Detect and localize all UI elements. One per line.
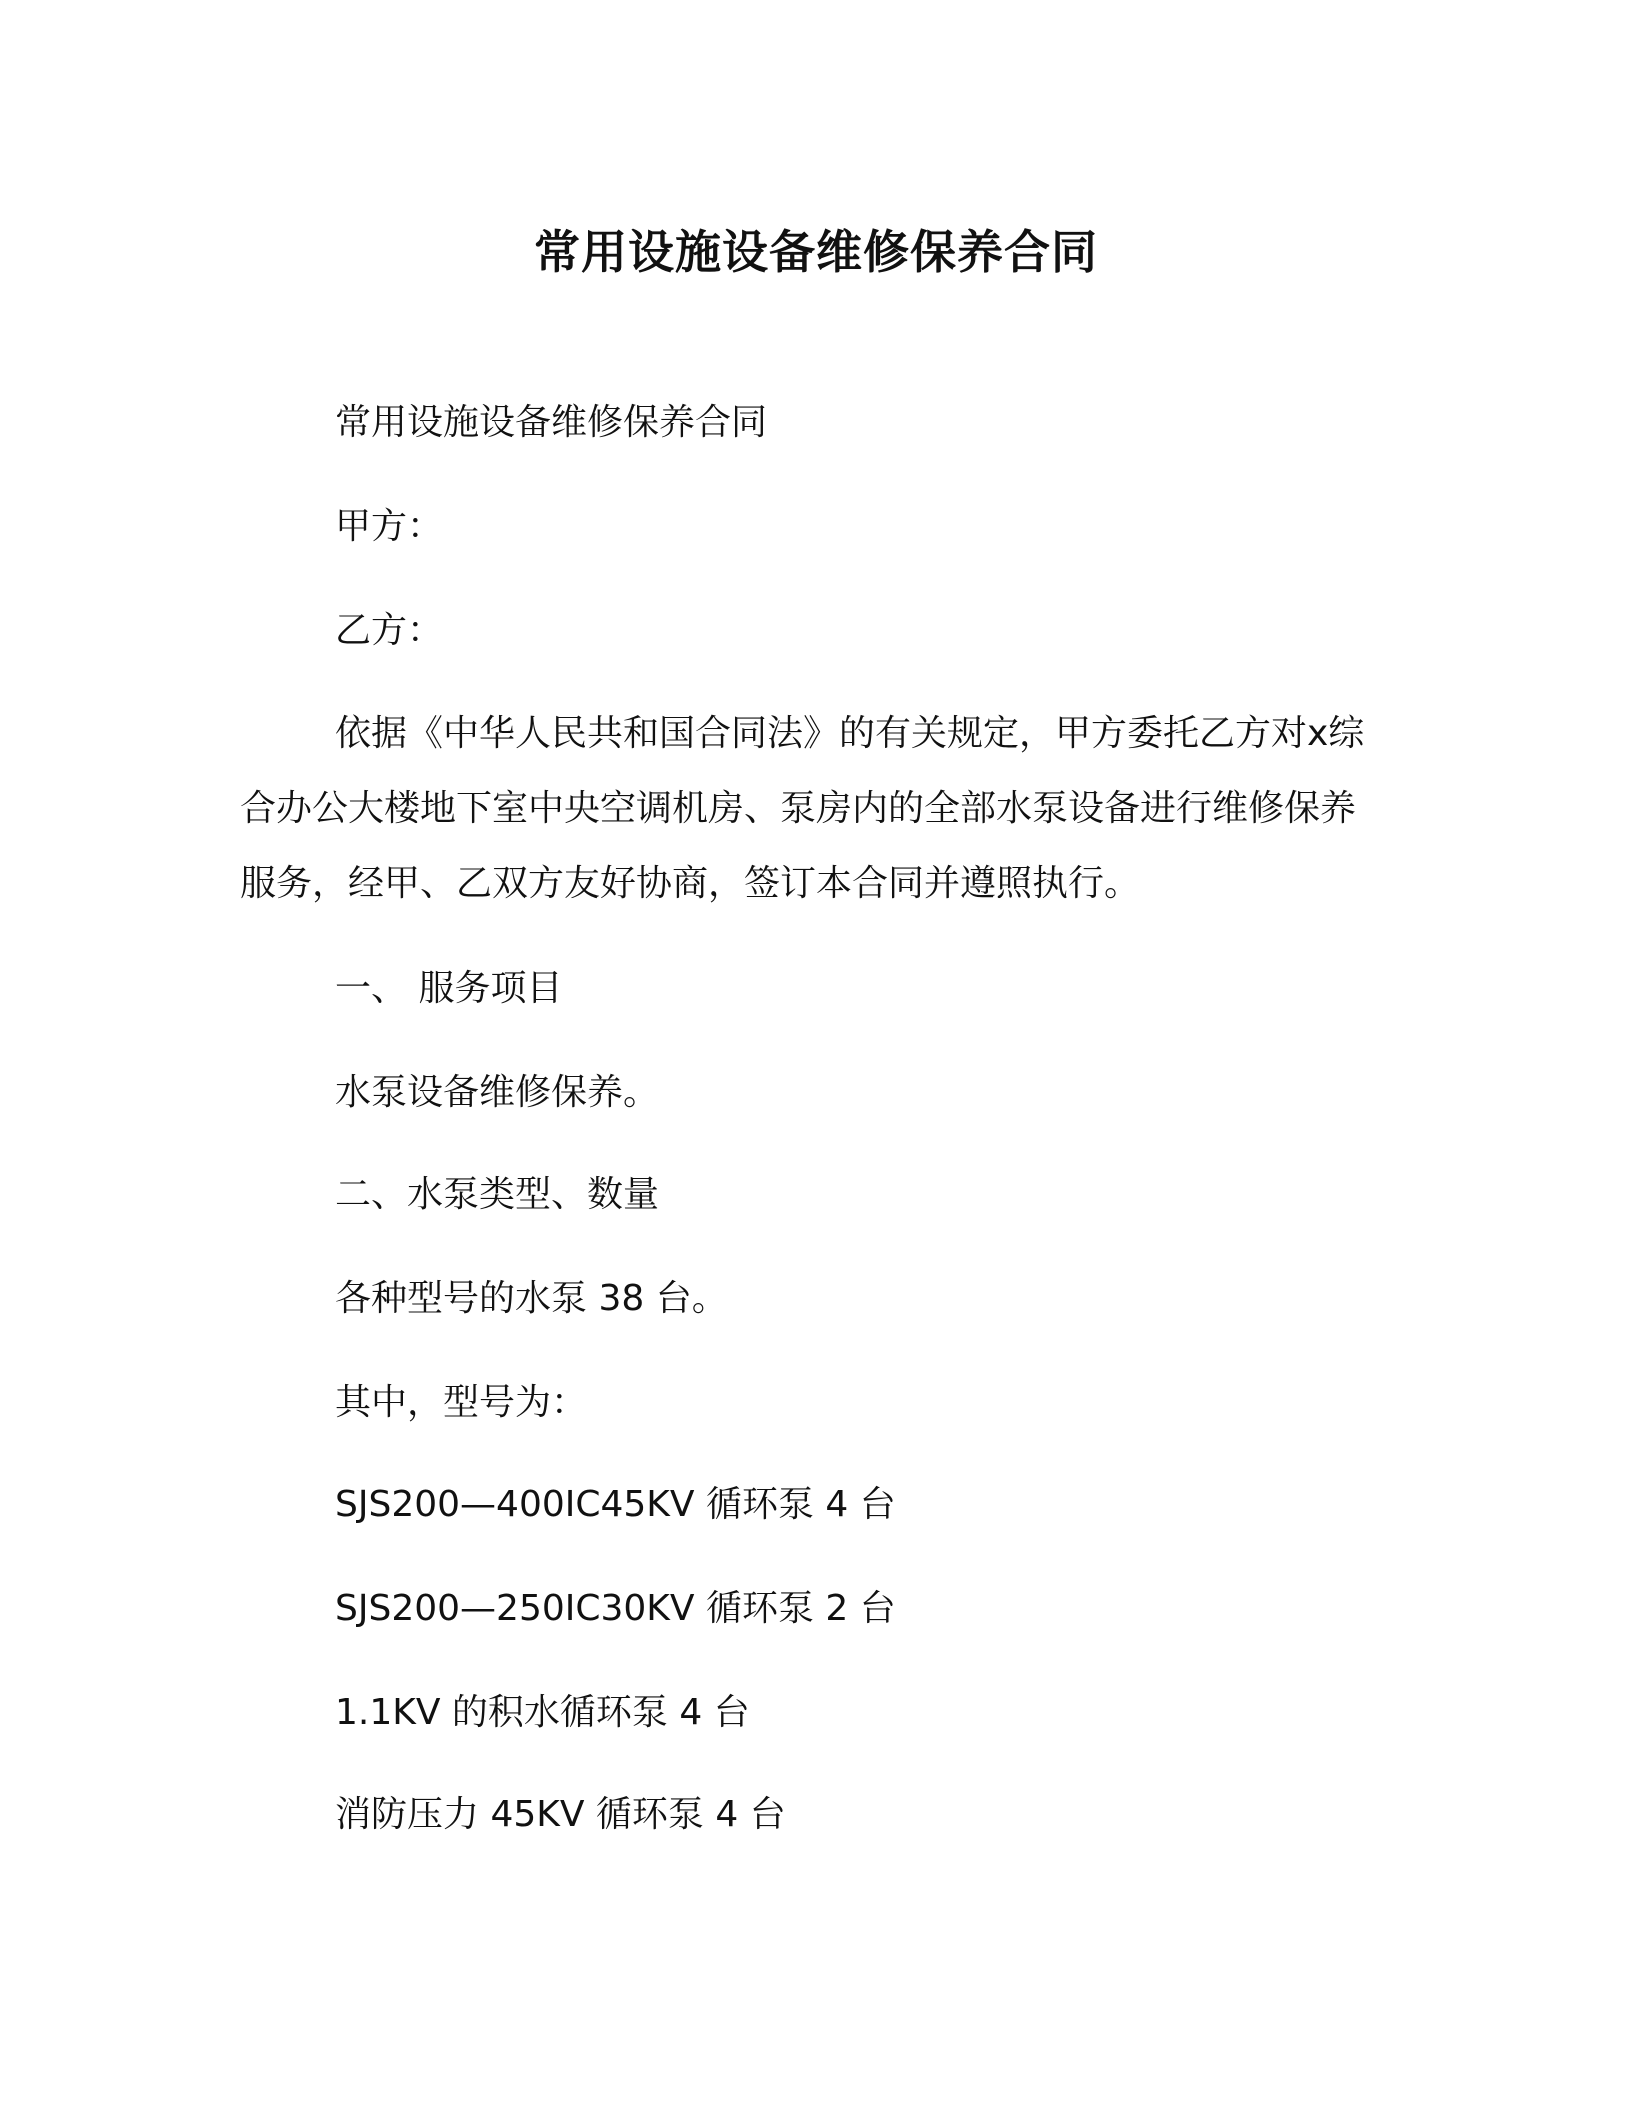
section2-body: 各种型号的水泵 38 台。 xyxy=(335,1278,728,1319)
model-item: 1.1KV 的积水循环泵 4 台 xyxy=(335,1692,750,1733)
section1-body: 水泵设备维修保养。 xyxy=(335,1072,660,1113)
model-item: SJS200—400IC45KV 循环泵 4 台 xyxy=(335,1484,896,1525)
section1-heading: 一、 服务项目 xyxy=(335,968,563,1009)
intro-paragraph: 依据《中华人民共和国合同法》的有关规定，甲方委托乙方对x综合办公大楼地下室中央空调机房、泵房内的全部水泵设备进行维修保养服务，经甲、乙双方友好协商，签订本合同并遵照执行。 xyxy=(240,713,1365,904)
party-a-label: 甲方： xyxy=(335,506,444,547)
model-item: 消防压力 45KV 循环泵 4 台 xyxy=(335,1794,786,1835)
party-b-label: 乙方： xyxy=(335,610,444,651)
model-item: SJS200—250IC30KV 循环泵 2 台 xyxy=(335,1588,896,1629)
document-title: 常用设施设备维修保养合同 xyxy=(534,225,1098,279)
section2-heading: 二、水泵类型、数量 xyxy=(335,1174,660,1215)
models-intro: 其中，型号为： xyxy=(335,1382,588,1423)
document-subtitle: 常用设施设备维修保养合同 xyxy=(335,402,768,443)
